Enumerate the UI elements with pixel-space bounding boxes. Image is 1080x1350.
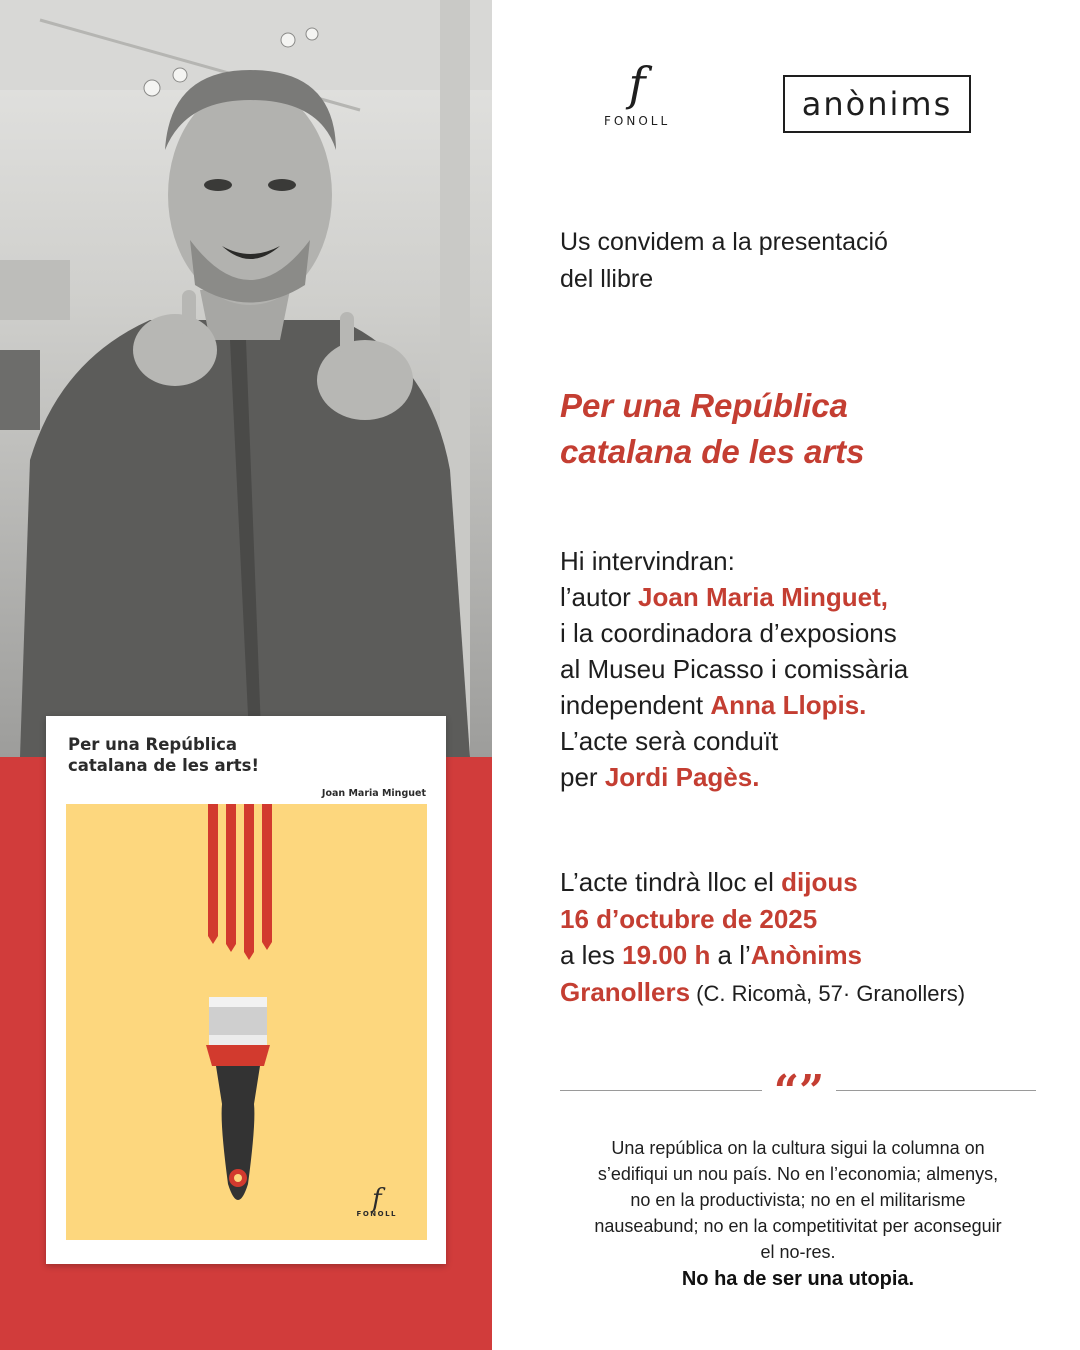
curator-name: Anna Llopis.	[710, 690, 867, 720]
cover-artwork	[66, 804, 427, 1240]
book-title-line-2: catalana de les arts	[560, 433, 865, 470]
fonoll-logo	[604, 58, 670, 128]
event-venue-line-2: Granollers	[560, 976, 691, 1007]
book-title	[560, 383, 1040, 475]
cover-title-line-2: catalana de les arts!	[68, 756, 260, 775]
fonoll-mark: f	[628, 57, 646, 111]
event-venue-prefix: a l’	[710, 940, 751, 970]
quote-line-4: nauseabund; no en la competitivitat per aconseguir	[594, 1216, 1002, 1236]
intro-line-1: Us convidem a la presentació	[560, 228, 888, 256]
author-prefix: l’autor	[560, 582, 639, 612]
event-place-prefix: L’acte tindrà lloc el	[560, 867, 782, 897]
book-quote	[560, 1135, 1036, 1265]
speaker-host	[560, 759, 1060, 795]
left-panel	[0, 0, 492, 1350]
event-line-4	[560, 974, 1060, 1013]
speaker-author	[560, 579, 1060, 615]
quote-divider-left	[560, 1090, 762, 1091]
quote-line-2: s’edifiqui un nou país. No en l’economia; almenys,	[597, 1164, 999, 1184]
speakers-line-3: i la coordinadora d’exposions	[560, 618, 897, 648]
intro-line-2: del llibre	[560, 265, 654, 293]
event-details	[560, 864, 1060, 1012]
curator-prefix: independent	[560, 690, 711, 720]
event-line-1	[560, 864, 1060, 901]
cover-title	[68, 734, 428, 776]
cover-title-line-1: Per una República	[68, 735, 238, 754]
event-address: (C. Ricomà, 57· Granollers)	[690, 980, 966, 1006]
cover-publisher-name: FONOLL	[356, 1210, 397, 1218]
quote-line-5: el no-res.	[760, 1242, 836, 1262]
cover-publisher-logo	[356, 1184, 397, 1218]
quote-line-1: Una república on la cultura sigui la columna on	[611, 1138, 985, 1158]
event-time-prefix: a les	[560, 940, 623, 970]
book-title-line-1: Per una República	[560, 387, 848, 424]
event-venue-line-1: Anònims	[750, 940, 863, 970]
host-prefix: per	[560, 762, 605, 792]
fonoll-name: FONOLL	[604, 114, 671, 128]
speakers-line-4: al Museu Picasso i comissària	[560, 654, 909, 684]
author-name: Joan Maria Minguet,	[638, 582, 888, 612]
author-photo-illustration	[0, 0, 492, 757]
cover-publisher-mark: f	[371, 1184, 382, 1214]
invitation-intro	[560, 224, 1040, 298]
speakers-heading: Hi intervindran:	[560, 546, 735, 576]
cover-author: Joan Maria Minguet	[321, 788, 426, 799]
event-date: 16 d’octubre de 2025	[560, 903, 818, 934]
author-photo	[0, 0, 492, 757]
anonims-logo: anònims	[783, 75, 971, 133]
book-cover	[46, 716, 446, 1264]
event-weekday: dijous	[781, 867, 858, 897]
quote-divider-right	[836, 1090, 1036, 1091]
event-line-3	[560, 937, 1060, 974]
host-name: Jordi Pagès.	[604, 762, 760, 792]
speakers-line-6: L’acte serà conduït	[560, 726, 779, 756]
quote-closing: No ha de ser una utopia.	[681, 1268, 915, 1290]
quote-icon: “”	[773, 1066, 825, 1117]
event-time: 19.00 h	[622, 940, 711, 970]
quote-line-3: no en la productivista; no en el militarisme	[630, 1190, 966, 1210]
paintbrush-illustration	[66, 804, 427, 1240]
speaker-curator	[560, 687, 1060, 723]
speakers-block	[560, 543, 1060, 795]
